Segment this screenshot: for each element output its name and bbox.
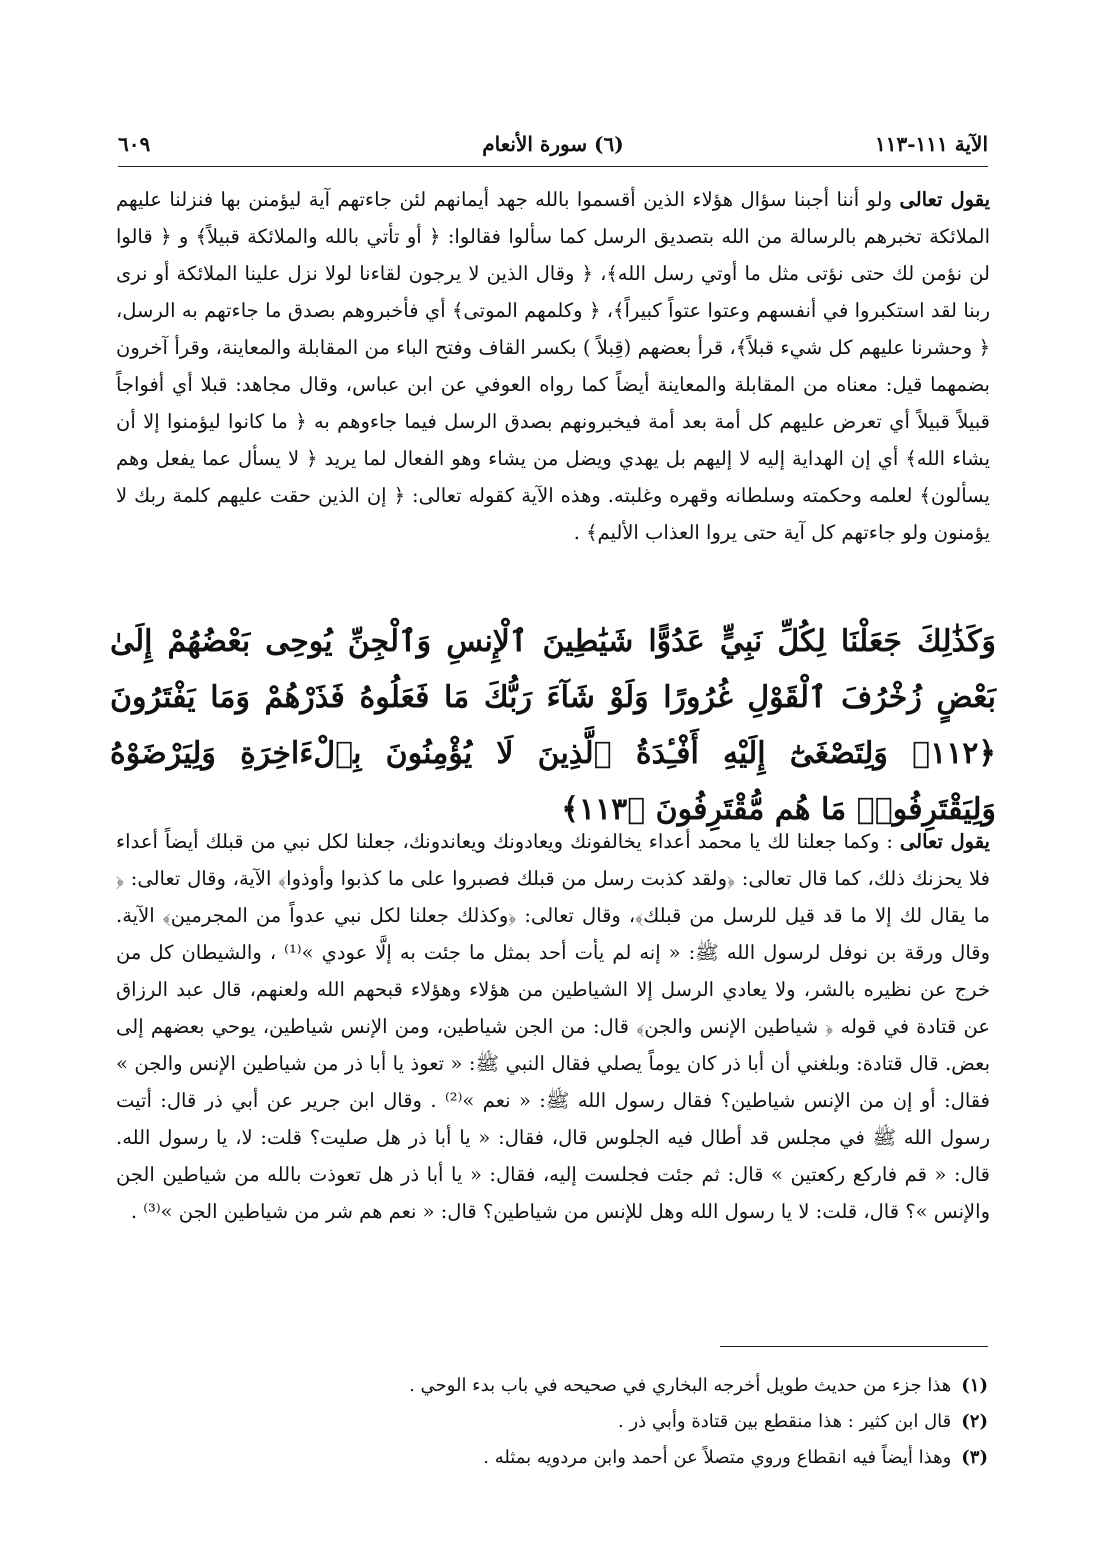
page-number: ٦٠٩	[118, 132, 151, 156]
footnote-number: (٣)	[961, 1447, 988, 1468]
footnote-item	[118, 1440, 988, 1476]
footnote-number: (٢)	[961, 1411, 988, 1432]
commentary-paragraph-1	[116, 181, 990, 551]
footnotes	[118, 1368, 988, 1476]
paragraph-text: : وكما جعلنا لك يا محمد أعداء يخالفونك ويعادونك ويعاندونك، جعلنا لكل نبي من قبلك أيضاً أعداء فلا يحزنك ذلك، كما قال تعالى: ﴿ولقد كذبت رسل من قبلك فصبروا على ما كذبوا وأوذوا﴾ الآية، وقال تعالى: ﴿ ما يقال لك إلا ما قد قيل للرسل من قبلك﴾، وقال تعالى: ﴿وكذلك جعلنا لكل نبي عدواً من المجرمين﴾ الآية. وقال ورقة بن نوفل لرسول الله ﷺ: « إنه لم يأت أحد بمثل ما جئت به إلَّا عودي »⁽¹⁾ ، والشيطان كل من خرج عن نظيره بالشر، ولا يعادي الرسل إلا الشياطين من هؤلاء وهؤلاء قبحهم الله ولعنهم، قال عبد الرزاق عن قتادة في قوله ﴿ شياطين الإنس والجن﴾ قال: من الجن شياطين، ومن الإنس شياطين، يوحي بعضهم إلى بعض. قال قتادة: وبلغني أن أبا ذر كان يوماً يصلي فقال النبي ﷺ: « تعوذ يا أبا ذر من شياطين الإنس والجن » فقال: أو إن من الإنس شياطين؟ فقال رسول الله ﷺ: « نعم »⁽²⁾ . وقال ابن جرير عن أبي ذر قال: أتيت رسول الله ﷺ في مجلس قد أطال فيه الجلوس قال، فقال: « يا أبا ذر هل صليت؟ قلت: لا، يا رسول الله. قال: « قم فاركع ركعتين » قال: ثم جئت فجلست إليه، فقال: « يا أبا ذر هل تعوذت بالله من شياطين الجن والإنس »؟ قال، قلت: لا يا رسول الله وهل للإنس من شياطين؟ قال: « نعم هم شر من شياطين الجن »⁽³⁾ .	[116, 830, 990, 1223]
footnote-item	[118, 1368, 988, 1404]
footnote-divider	[720, 1346, 988, 1347]
paragraph-lead: يقول تعالى	[899, 188, 991, 211]
ayah-range: الآية ١١١-١١٣	[875, 132, 988, 156]
page-header	[118, 126, 988, 168]
footnote-text: قال ابن كثير : هذا منقطع بين قتادة وأبي ذر .	[618, 1411, 952, 1432]
paragraph-lead: يقول تعالى	[899, 830, 990, 853]
footnote-item	[118, 1404, 988, 1440]
footnote-text: هذا جزء من حديث طويل أخرجه البخاري في صحيحه في باب بدء الوحي .	[409, 1375, 952, 1396]
footnote-text: وهذا أيضاً فيه انقطاع وروي متصلاً عن أحمد وابن مردويه بمثله .	[483, 1447, 952, 1468]
surah-title: (٦) سورة الأنعام	[482, 132, 624, 156]
quran-verse-block: وَكَذَٰلِكَ جَعَلْنَا لِكُلِّ نَبِيٍّ عَدُوًّا شَيَٰطِينَ ٱلْإِنسِ وَٱلْجِنِّ يُوحِى بَعْضُهُمْ إِلَىٰ بَعْضٍ زُخْرُفَ ٱلْقَوْلِ غُرُورًا وَلَوْ شَآءَ رَبُّكَ مَا فَعَلُوهُ فَذَرْهُمْ وَمَا يَفْتَرُونَ ﴿١١٢﴾ وَلِتَصْغَىٰٓ إِلَيْهِ أَفْـِٔدَةُ ٱلَّذِينَ لَا يُؤْمِنُونَ بِٱلْءَاخِرَةِ وَلِيَرْضَوْهُ وَلِيَقْتَرِفُوا۟ مَا هُم مُّقْتَرِفُونَ ﴿١١٣﴾	[110, 624, 996, 827]
header-divider	[118, 166, 988, 167]
paragraph-text: ولو أننا أجبنا سؤال هؤلاء الذين أقسموا بالله جهد أيمانهم لئن جاءتهم آية ليؤمنن بها فنزلنا عليهم الملائكة تخبرهم بالرسالة من الله بتصديق الرسل كما سألوا فقالوا: ﴿ أو تأتي بالله والملائكة قبيلاً﴾ و ﴿ قالوا لن نؤمن لك حتى نؤتى مثل ما أوتي رسل الله﴾، ﴿ وقال الذين لا يرجون لقاءنا لولا نزل علينا الملائكة أو نرى ربنا لقد استكبروا في أنفسهم وعتوا عتواً كبيراً﴾، ﴿ وكلمهم الموتى﴾ أي فأخبروهم بصدق ما جاءتهم به الرسل، ﴿ وحشرنا عليهم كل شيء قبلاً﴾، قرأ بعضهم (قِبلاً ) بكسر القاف وفتح الباء من المقابلة والمعاينة، وقرأ آخرون بضمهما قيل: معناه من المقابلة والمعاينة أيضاً كما رواه العوفي عن ابن عباس، وقال مجاهد: قبلا أي أفواجاً قبيلاً قبيلاً أي تعرض عليهم كل أمة بعد أمة فيخبرونهم بصدق الرسل فيما جاءوهم به ﴿ ما كانوا ليؤمنوا إلا أن يشاء الله﴾ أي إن الهداية إليه لا إليهم بل يهدي ويضل من يشاء وهو الفعال لما يريد ﴿ لا يسأل عما يفعل وهم يسألون﴾ لعلمه وحكمته وسلطانه وقهره وغلبته. وهذه الآية كقوله تعالى: ﴿ إن الذين حقت عليهم كلمة ربك لا يؤمنون ولو جاءتهم كل آية حتى يروا العذاب الأليم﴾ .	[116, 188, 990, 544]
footnote-number: (١)	[961, 1375, 988, 1396]
commentary-paragraph-2	[116, 823, 990, 1230]
